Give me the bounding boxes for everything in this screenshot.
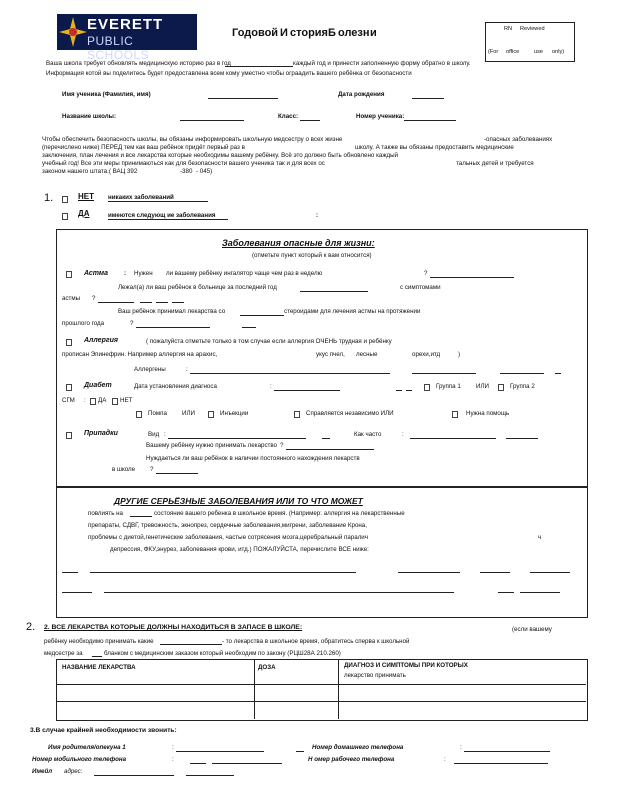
office-reviewed: Reviewed [520,26,545,32]
school-field[interactable] [180,120,244,121]
allergens-field4[interactable] [555,373,561,374]
office-only: only) [552,49,565,55]
notice-l5: законом нашего штата.( ВАЦ 392 [42,168,138,175]
other-field-8[interactable] [498,592,514,593]
other-field-9[interactable] [520,592,560,593]
office-use: use [534,49,544,55]
mobile-label: Номер мобильного телефона [32,756,127,763]
self-manage-label: Справляется независимо ИЛИ [306,410,394,417]
student-number-label: Номер ученика: [356,113,405,120]
title-part1: Годовой [232,27,279,39]
seizure-freq-field[interactable] [410,438,496,439]
q2-l3b: бланком с медицинским заказом который необходим по закону (РЦШ28А 210.260) [104,650,341,657]
seizures-label: Припадки [84,430,118,437]
q2-number: 2. [26,621,36,633]
notice-l5c: - 045) [196,168,213,175]
needs-help-checkbox[interactable] [452,411,458,418]
asthma-q1c: ? [424,270,428,277]
yes-colon: : [316,212,319,219]
title-part3: стория [290,27,328,39]
other-l4: депрессия, ФКУ,энурез, заболевания крови, итд.) ПОЖАЛУЙСТА, перечислите ВСЕ ниже: [110,546,369,553]
seizure-stock-field[interactable] [156,473,198,474]
life-sub: (отметьте пункт который к вам относится) [252,252,372,259]
diabetes-checkbox[interactable] [66,384,72,391]
group2-label: Группа 2 [510,383,535,390]
title-part5: олезн [338,27,370,39]
diabetes-date-field[interactable] [274,390,340,391]
allergy-text2a: прописан Эпинефрин. Например аллергия на арахис, [62,351,218,358]
q2-title-b: (если вашему [512,626,552,633]
sgm-yes: ДА [98,397,107,404]
diabetes-date: Дата установления диагноса [134,383,217,390]
asthma-q1-field[interactable] [430,277,514,278]
sgm-no: НЕТ [120,397,133,404]
or1-label: ИЛИ [476,383,489,390]
no-conditions-checkbox[interactable] [62,196,68,203]
intro-line1b: каждый год и принести заполненную форму обратно в школу. [293,60,471,67]
yes-label: ДА [78,209,90,218]
seizure-stock-q: Нуждаеться ли ваш ребёнок в наличии постоянного нахождения лекарств [146,455,360,462]
no-text: никаких заболеваний [108,194,174,201]
notice-l4: учебный год! Все эти меры принимаються как для безопасности вашего ученика так и для всех ос [42,160,325,167]
seizure-type-field2[interactable] [322,438,330,439]
notice-l2b: школу. А также вы обязаны предоставить медицинские [355,144,514,151]
other-l1b: состояние вашего ребенка в школьное время. (Например: аллергия на лекарственные [154,510,405,517]
allergy-text2e: ) [458,351,461,358]
work-phone-colon: : [444,756,446,763]
sgm-colon: : [84,397,86,404]
asthma-label: Астма [84,270,108,277]
seizure-how-often: Как часто [354,431,382,438]
other-l3b: ч [538,534,542,541]
mobile-field[interactable] [190,763,206,764]
q1-number: 1. [44,192,54,204]
other-field-7[interactable] [104,592,454,593]
allergens-field[interactable] [190,373,390,374]
office-rn: RN [504,26,513,32]
title-part4: Б [328,27,336,39]
col-dose: ДОЗА [258,664,276,671]
email-label: Имейл [32,768,53,775]
office-office: office [506,49,520,55]
intro-line1a: Ваша школа требует обновлять медицинскую историю раз в год [46,60,231,67]
allergens-colon: : [186,366,188,373]
office-for: (For [488,49,499,55]
sgm-no-checkbox[interactable] [112,398,118,405]
other-l3: проблемы с диетой,генетические заболевания, частые сотрясения мозга,церебральный паралич [88,534,368,541]
grade-label: Класс: [278,113,299,120]
asthma-q2b: с симптомами [400,284,441,291]
parent-name-field[interactable] [176,751,264,752]
col-medication-name: НАЗВАНИЕ ЛЕКАРСТВА [62,664,136,671]
asthma-q2-field4[interactable] [156,302,168,303]
yes-conditions-checkbox[interactable] [62,213,68,220]
seizure-colon: : [164,431,166,438]
asthma-q3d: ? [130,320,134,327]
table-row-line-1 [56,684,586,685]
pump-label: Помпа [148,410,167,417]
needs-help-label: Нужна помощь [466,410,510,417]
parent-name-label: Имя родителя/опекуна 1 [48,744,126,751]
self-manage-checkbox[interactable] [294,411,300,418]
asthma-q2-field5[interactable] [172,302,184,303]
col-diagnosis: ДИАГНОЗ И СИМПТОМЫ ПРИ КОТОРЫХ [344,662,468,669]
dob-label: Дата рождения [338,91,385,98]
seizure-type: Вид [148,431,160,438]
asthma-q2-field[interactable] [300,291,368,292]
asthma-q3c: прошлого года [62,320,105,327]
asthma-checkbox[interactable] [66,271,72,278]
asthma-q1a: Нужен [134,270,153,277]
q2-l2-blank [160,644,222,645]
email-label-b: адрес: [64,768,83,775]
intro-blank [225,66,293,67]
asthma-q2-field2[interactable] [98,302,134,303]
other-field-3[interactable] [398,572,460,573]
home-phone-field[interactable] [464,751,550,752]
sgm-label: СГМ [62,397,75,404]
no-label: НЕТ [78,192,94,201]
seizures-checkbox[interactable] [66,432,72,439]
table-divider-2 [338,659,339,719]
allergy-text1: ( пожалуйста отметьте только в том случае если аллергия ОЧЕНЬ трудная и ребёнку [146,338,392,345]
injections-label: Инъекции [220,410,249,417]
allergy-label: Аллергия [84,337,118,344]
notice-l2a: (перечислено ниже) ПЕРЕД тем как ваш ребёнок придёт первый раз в [42,144,245,151]
asthma-q2d: ? [92,295,96,302]
dob-field[interactable] [412,98,444,99]
allergy-text2b: укус пчел, [316,351,345,358]
notice-l3: заключения, план лечения и все лекарства которые необходимы вашему ребёнку. Всё это должно быть обновлено каждый [42,152,399,159]
table-row-line-2 [56,701,586,702]
logo-line2: PUBLIC SCHOOLS [87,34,150,62]
seizure-med-q2: ? [280,442,284,449]
col-diagnosis-b: лекарство принимать [344,672,406,679]
student-name-label: Имя ученика (Фамилия, имя) [62,91,151,98]
life-header: Заболевания опасные для жизни: [222,238,375,248]
asthma-q3-field2[interactable] [136,327,210,328]
seizure-med-q: Вашему ребёнку нужно принимать лекарство [146,442,278,449]
email-field2[interactable] [186,775,234,776]
diabetes-field2[interactable] [396,390,402,391]
other-l1-blank [130,516,152,517]
yes-text: имеются следующ ие заболевания [108,212,216,219]
other-field-1[interactable] [62,572,78,573]
notice-l4b: тальных детей и требуется [456,160,534,167]
notice-l5b: -380 [180,168,193,175]
asthma-q1b: ли вашему ребёнку ингалятор чаще чем раз в неделю [166,270,323,277]
asthma-q3-field3[interactable] [242,327,256,328]
school-logo [57,14,197,62]
diabetes-label: Диабет [84,382,112,389]
or2-label: ИЛИ [182,410,195,417]
q2-title: 2. ВСЕ ЛЕКАРСТВА КОТОРЫЕ ДОЛЖНЫ НАХОДИТЬСЯ В ЗАПАСЕ В ШКОЛЕ: [44,624,303,631]
work-phone-label: Н омер рабочего телефона [308,756,395,763]
other-field-4[interactable] [480,572,510,573]
allergy-checkbox[interactable] [66,339,72,346]
email-field[interactable] [94,775,174,776]
allergens-field2[interactable] [412,373,476,374]
parent-colon: : [172,744,174,751]
asthma-colon: : [124,270,127,277]
student-name-field[interactable] [208,98,278,99]
seizure-stock-q2a: в школе [112,466,136,473]
other-l1a: повлиять на [88,510,123,517]
notice-l1b: -опасных заболеваниях [484,136,553,143]
seizure-stock-q2b: ? [150,466,154,473]
allergy-text2d: орехи,итд [412,351,441,358]
home-phone-colon: : [460,744,462,751]
other-field-2[interactable] [90,572,356,573]
allergens-label: Аллергены [134,366,166,373]
diabetes-colon: : [270,383,272,390]
sgm-yes-checkbox[interactable] [90,398,96,405]
group1-checkbox[interactable] [424,384,430,391]
office-use-box [485,22,575,62]
asthma-q2c: астмы [62,295,81,302]
other-l2: препараты, СДВГ, тревожность, экнопрез, сердечные заболевания,мигрени, заболевание Крона, [88,522,367,529]
asthma-q2a: Лежал(а) ли ваш ребёнок в больнице за последний год [118,284,277,291]
q2-l2a: ребёнку необходимо принимать какие [44,638,154,645]
asthma-q2-field3[interactable] [140,302,152,303]
q2-l3-blank [92,656,102,657]
seizure-med-field[interactable] [286,449,374,450]
grade-field[interactable] [300,120,320,121]
no-underline [108,201,208,202]
mobile-field2[interactable] [212,763,282,764]
group1-label: Группа 1 [436,383,461,390]
asthma-q3-field[interactable] [240,315,284,316]
seizure-freq-field2[interactable] [506,438,538,439]
title-part2: И [280,27,288,39]
table-divider-1 [254,659,255,719]
allergens-field3[interactable] [500,373,544,374]
injections-checkbox[interactable] [208,411,214,418]
logo-line1: EVERETT [87,16,164,33]
compass-star-icon [59,15,87,49]
parent-name-field2[interactable] [296,751,304,752]
asthma-q3b: стероидами для лечения астмы на протяжении [284,308,421,315]
q3-title: 3.В случае крайней необходимости звонить: [30,727,177,734]
mobile-colon: : [172,756,174,763]
student-number-field[interactable] [404,120,456,121]
seizure-colon2: : [402,431,404,438]
asthma-q3a: Ваш ребёнок принимал лекарства со [118,308,226,315]
allergy-text2c: лесные [356,351,378,358]
seizure-type-field[interactable] [168,438,306,439]
other-header: ДРУГИЕ СЕРЬЁЗНЫЕ ЗАБОЛЕВАНИЯ ИЛИ ТО ЧТО МОЖЕТ [114,496,363,506]
notice-l1a: Чтобы обеспечить безопасность школы, вы обязаны информировать школьную медсестру о всех жизне [42,136,343,143]
intro-line2: Информация котой вы поделитесь будет предоставлена всем кому уместно чтобы ограадить вашего ребёнка от беэопасности [46,70,412,77]
q2-l2b: - то лекарства в школьное время, обратитесь сперва к школьной [222,638,410,645]
yes-underline [108,219,228,220]
home-phone-label: Номер домашнего телефона [312,744,404,751]
group2-checkbox[interactable] [498,384,504,391]
other-field-6[interactable] [62,592,92,593]
school-label: Название школы: [62,113,116,120]
pump-checkbox[interactable] [136,411,142,418]
work-phone-field[interactable] [454,763,548,764]
diabetes-field3[interactable] [406,390,412,391]
other-field-5[interactable] [530,572,570,573]
q2-l3a: медсестре за [44,650,83,657]
title-part6: и [370,27,377,39]
